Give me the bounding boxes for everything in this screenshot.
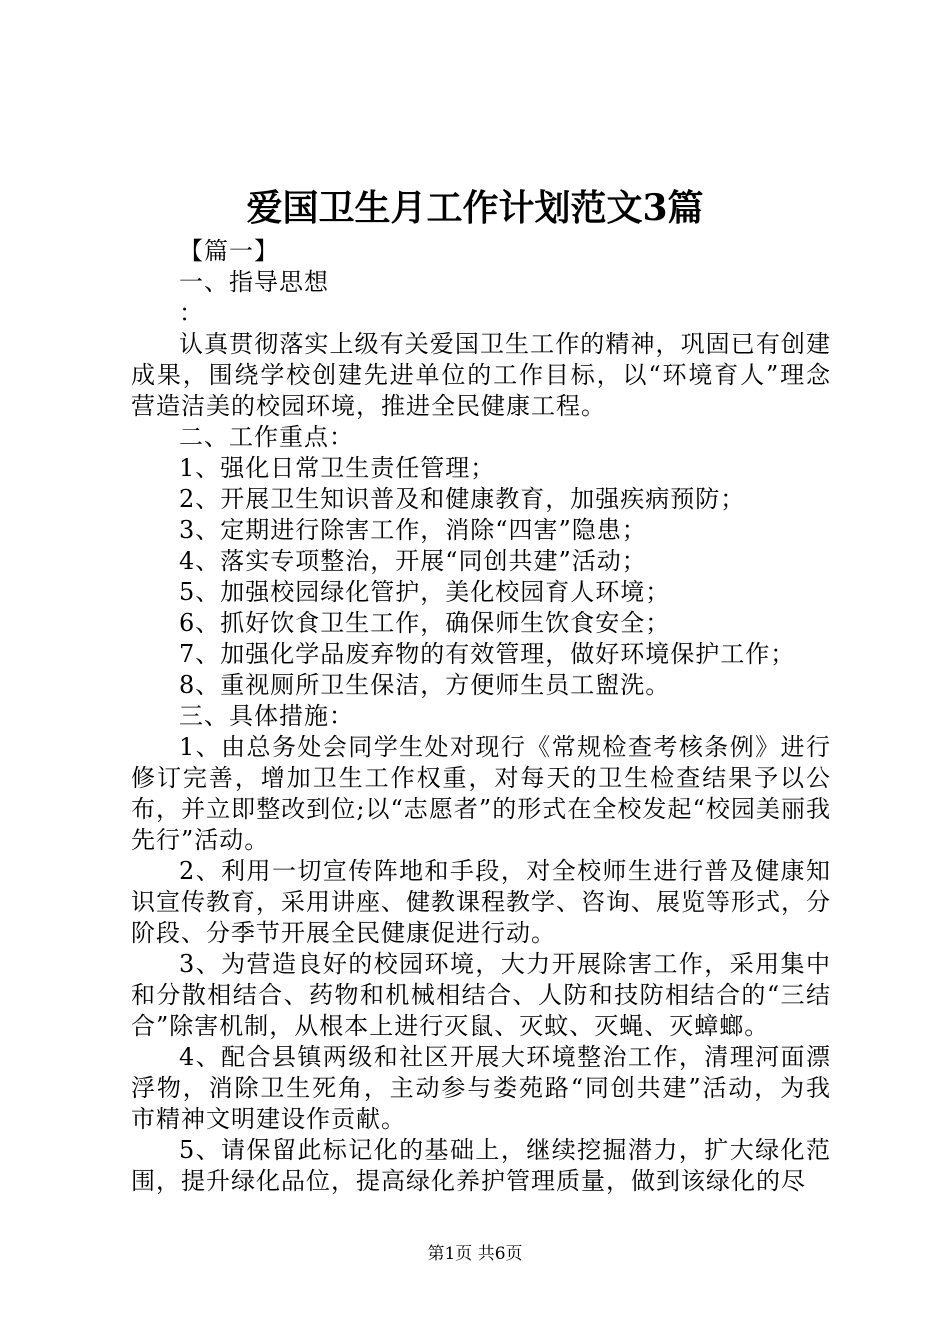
page-footer: 第1页 共6页 xyxy=(427,1244,523,1264)
paragraph: 认真贯彻落实上级有关爱国卫生工作的精神，巩固已有创建成果，围绕学校创建先进单位的工作目标，以“环境育人”理念营造洁美的校园环境，推进全民健康工程。 xyxy=(131,330,831,420)
paragraph: 3、定期进行除害工作，消除“四害”隐患； xyxy=(179,516,647,544)
paragraph: 4、配合县镇两级和社区开展大环境整治工作，清理河面漂浮物，消除卫生死角，主动参与娄苑路“同创共建”活动，为我市精神文明建设作贡献。 xyxy=(131,1043,831,1133)
paragraph: 【篇一】 xyxy=(179,237,279,265)
paragraph: 7、加强化学品废弃物的有效管理，做好环境保护工作； xyxy=(179,640,796,668)
document-body xyxy=(131,236,831,1197)
paragraph: 8、重视厕所卫生保洁，方便师生员工盥洗。 xyxy=(179,671,671,699)
paragraph: 3、为营造良好的校园环境，大力开展除害工作，采用集中和分散相结合、药物和机械相结合、人防和技防相结合的“三结合”除害机制，从根本上进行灭鼠、灭蚊、灭蝇、灭蟑螂。 xyxy=(131,950,831,1040)
paragraph: 三、具体措施： xyxy=(179,702,354,730)
paragraph: 二、工作重点： xyxy=(179,423,354,451)
paragraph: 5、加强校园绿化管护，美化校园育人环境； xyxy=(179,578,671,606)
paragraph: 1、由总务处会同学生处对现行《常规检查考核条例》进行修订完善，增加卫生工作权重，对每天的卫生检查结果予以公布，并立即整改到位;以“志愿者”的形式在全校发起“校园美丽我先行”活动。 xyxy=(131,733,831,854)
paragraph: 一、指导思想 xyxy=(179,268,329,296)
paragraph: 4、落实专项整治，开展“同创共建”活动； xyxy=(179,547,647,575)
paragraph: 2、利用一切宣传阵地和手段，对全校师生进行普及健康知识宣传教育，采用讲座、健教课程教学、咨询、展览等形式，分阶段、分季节开展全民健康促进行动。 xyxy=(131,857,831,947)
document-title: 爱国卫生月工作计划范文3篇 xyxy=(246,187,704,229)
paragraph: 2、开展卫生知识普及和健康教育，加强疾病预防； xyxy=(179,485,746,513)
paragraph: 5、请保留此标记化的基础上，继续挖掘潜力，扩大绿化范围，提升绿化品位，提高绿化养护管理质量，做到该绿化的尽 xyxy=(131,1136,831,1195)
paragraph: ： xyxy=(179,299,204,327)
paragraph: 1、强化日常卫生责任管理； xyxy=(179,454,496,482)
paragraph: 6、抓好饮食卫生工作，确保师生饮食安全； xyxy=(179,609,671,637)
